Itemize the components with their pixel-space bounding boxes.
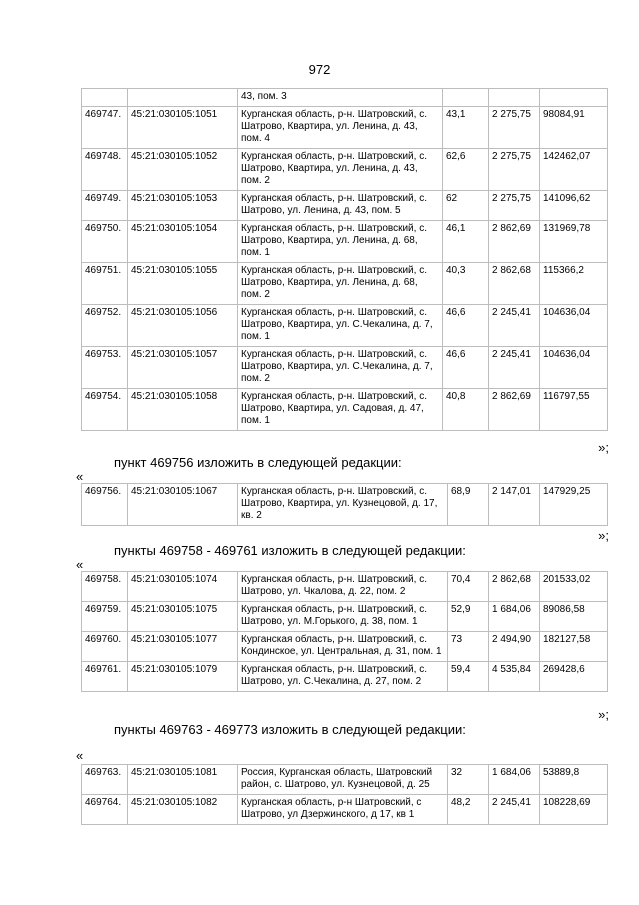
table-row: [82, 602, 608, 632]
cell-total: 108228,69: [540, 795, 608, 825]
cell-address: Курганская область, р-н. Шатровский, с. Шатрово, ул. Ленина, д. 43, пом. 5: [238, 191, 443, 221]
cell-price: 2 862,68: [489, 572, 540, 602]
cell-address: Курганская область, р-н. Шатровский, с. Шатрово, Квартира, ул. Ленина, д. 68, пом. 2: [238, 263, 443, 305]
cell-area: 32: [448, 765, 489, 795]
closing-quote: »;: [598, 528, 609, 543]
page-number: 972: [308, 62, 331, 77]
table-row: [82, 89, 608, 107]
cell-area: [443, 89, 489, 107]
cell-cadastral: 45:21:030105:1074: [128, 572, 238, 602]
cell-number: [82, 89, 128, 107]
cell-address: Курганская область, р-н. Шатровский, с. Шатрово, Квартира, ул. Ленина, д. 43, пом. 2: [238, 149, 443, 191]
cell-total: 89086,58: [540, 602, 608, 632]
cell-number: 469759.: [82, 602, 128, 632]
cell-total: 147929,25: [540, 484, 608, 526]
cell-cadastral: 45:21:030105:1075: [128, 602, 238, 632]
cell-price: 2 275,75: [489, 191, 540, 221]
table-row: [82, 221, 608, 263]
cell-area: 62,6: [443, 149, 489, 191]
cell-total: 104636,04: [540, 305, 608, 347]
cell-number: 469753.: [82, 347, 128, 389]
amendment-paragraph: пункт 469756 изложить в следующей редакции:: [114, 455, 402, 470]
cell-number: 469748.: [82, 149, 128, 191]
cell-number: 469756.: [82, 484, 128, 526]
cell-cadastral: 45:21:030105:1081: [128, 765, 238, 795]
cell-area: 46,6: [443, 305, 489, 347]
cell-total: [540, 89, 608, 107]
cell-address: Курганская область, р-н. Шатровский, с. Шатрово, Квартира, ул. С.Чекалина, д. 7, пом. 2: [238, 347, 443, 389]
cell-area: 40,8: [443, 389, 489, 431]
cell-address: 43, пом. 3: [238, 89, 443, 107]
cell-price: 2 494,90: [489, 632, 540, 662]
cell-address: Россия, Курганская область, Шатровский район, с. Шатрово, ул. Кузнецовой, д. 25: [238, 765, 448, 795]
cell-number: 469752.: [82, 305, 128, 347]
table-1-body: [82, 89, 608, 431]
closing-quote: »;: [598, 707, 609, 722]
cell-cadastral: 45:21:030105:1054: [128, 221, 238, 263]
opening-quote: «: [76, 748, 84, 763]
table-3-body: [82, 572, 608, 692]
cell-price: 2 862,69: [489, 389, 540, 431]
amendment-paragraph: пункты 469763 - 469773 изложить в следующей редакции:: [114, 722, 466, 737]
property-table-4: [81, 764, 608, 825]
cell-price: 4 535,84: [489, 662, 540, 692]
cell-total: 269428,6: [540, 662, 608, 692]
cell-number: 469764.: [82, 795, 128, 825]
cell-total: 104636,04: [540, 347, 608, 389]
property-table-3: [81, 571, 608, 692]
cell-cadastral: 45:21:030105:1077: [128, 632, 238, 662]
table-row: [82, 107, 608, 149]
cell-cadastral: 45:21:030105:1053: [128, 191, 238, 221]
cell-total: 141096,62: [540, 191, 608, 221]
cell-total: 142462,07: [540, 149, 608, 191]
opening-quote: «: [76, 469, 84, 484]
cell-address: Курганская область, р-н. Шатровский, с. Кондинское, ул. Центральная, д. 31, пом. 1: [238, 632, 448, 662]
table-row: [82, 305, 608, 347]
opening-quote: «: [76, 557, 84, 572]
cell-cadastral: 45:21:030105:1055: [128, 263, 238, 305]
table-4-body: [82, 765, 608, 825]
table-row: [82, 572, 608, 602]
cell-cadastral: 45:21:030105:1058: [128, 389, 238, 431]
cell-number: 469758.: [82, 572, 128, 602]
cell-number: 469747.: [82, 107, 128, 149]
cell-area: 70,4: [448, 572, 489, 602]
property-table-2: [81, 483, 608, 526]
cell-price: 2 245,41: [489, 305, 540, 347]
table-row: [82, 191, 608, 221]
cell-price: 2 147,01: [489, 484, 540, 526]
cell-price: [489, 89, 540, 107]
cell-total: 53889,8: [540, 765, 608, 795]
cell-area: 62: [443, 191, 489, 221]
cell-address: Курганская область, р-н Шатровский, с Шатрово, ул Дзержинского, д 17, кв 1: [238, 795, 448, 825]
cell-area: 46,1: [443, 221, 489, 263]
cell-number: 469760.: [82, 632, 128, 662]
cell-number: 469749.: [82, 191, 128, 221]
table-row: [82, 484, 608, 526]
cell-number: 469754.: [82, 389, 128, 431]
table-row: [82, 389, 608, 431]
cell-cadastral: 45:21:030105:1079: [128, 662, 238, 692]
cell-total: 182127,58: [540, 632, 608, 662]
table-row: [82, 662, 608, 692]
table-row: [82, 263, 608, 305]
cell-area: 59,4: [448, 662, 489, 692]
cell-address: Курганская область, р-н. Шатровский, с. Шатрово, Квартира, ул. Кузнецовой, д. 17, кв. 2: [238, 484, 448, 526]
cell-area: 73: [448, 632, 489, 662]
cell-cadastral: 45:21:030105:1067: [128, 484, 238, 526]
cell-address: Курганская область, р-н. Шатровский, с. Шатрово, Квартира, ул. С.Чекалина, д. 7, пом. 1: [238, 305, 443, 347]
table-row: [82, 765, 608, 795]
cell-cadastral: 45:21:030105:1051: [128, 107, 238, 149]
cell-cadastral: 45:21:030105:1056: [128, 305, 238, 347]
cell-cadastral: 45:21:030105:1082: [128, 795, 238, 825]
cell-price: 2 245,41: [489, 347, 540, 389]
cell-total: 201533,02: [540, 572, 608, 602]
cell-total: 116797,55: [540, 389, 608, 431]
cell-area: 46,6: [443, 347, 489, 389]
cell-total: 98084,91: [540, 107, 608, 149]
amendment-paragraph: пункты 469758 - 469761 изложить в следующей редакции:: [114, 543, 466, 558]
cell-number: 469763.: [82, 765, 128, 795]
cell-number: 469761.: [82, 662, 128, 692]
cell-cadastral: [128, 89, 238, 107]
cell-price: 1 684,06: [489, 602, 540, 632]
table-row: [82, 632, 608, 662]
cell-area: 40,3: [443, 263, 489, 305]
cell-cadastral: 45:21:030105:1057: [128, 347, 238, 389]
cell-area: 43,1: [443, 107, 489, 149]
cell-number: 469751.: [82, 263, 128, 305]
cell-price: 2 275,75: [489, 107, 540, 149]
cell-address: Курганская область, р-н. Шатровский, с. Шатрово, ул. М.Горького, д. 38, пом. 1: [238, 602, 448, 632]
table-2-body: [82, 484, 608, 526]
cell-area: 52,9: [448, 602, 489, 632]
cell-price: 1 684,06: [489, 765, 540, 795]
cell-address: Курганская область, р-н. Шатровский, с. Шатрово, Квартира, ул. Садовая, д. 47, пом. 1: [238, 389, 443, 431]
cell-price: 2 862,68: [489, 263, 540, 305]
cell-price: 2 245,41: [489, 795, 540, 825]
table-row: [82, 347, 608, 389]
cell-address: Курганская область, р-н. Шатровский, с. Шатрово, ул. Чкалова, д. 22, пом. 2: [238, 572, 448, 602]
cell-number: 469750.: [82, 221, 128, 263]
cell-address: Курганская область, р-н. Шатровский, с. Шатрово, ул. С.Чекалина, д. 27, пом. 2: [238, 662, 448, 692]
cell-price: 2 275,75: [489, 149, 540, 191]
cell-cadastral: 45:21:030105:1052: [128, 149, 238, 191]
closing-quote: »;: [598, 440, 609, 455]
cell-area: 48,2: [448, 795, 489, 825]
cell-address: Курганская область, р-н. Шатровский, с. Шатрово, Квартира, ул. Ленина, д. 43, пом. 4: [238, 107, 443, 149]
cell-price: 2 862,69: [489, 221, 540, 263]
cell-area: 68,9: [448, 484, 489, 526]
cell-address: Курганская область, р-н. Шатровский, с. Шатрово, Квартира, ул. Ленина, д. 68, пом. 1: [238, 221, 443, 263]
property-table-1: [81, 88, 608, 431]
table-row: [82, 149, 608, 191]
cell-total: 115366,2: [540, 263, 608, 305]
cell-total: 131969,78: [540, 221, 608, 263]
table-row: [82, 795, 608, 825]
